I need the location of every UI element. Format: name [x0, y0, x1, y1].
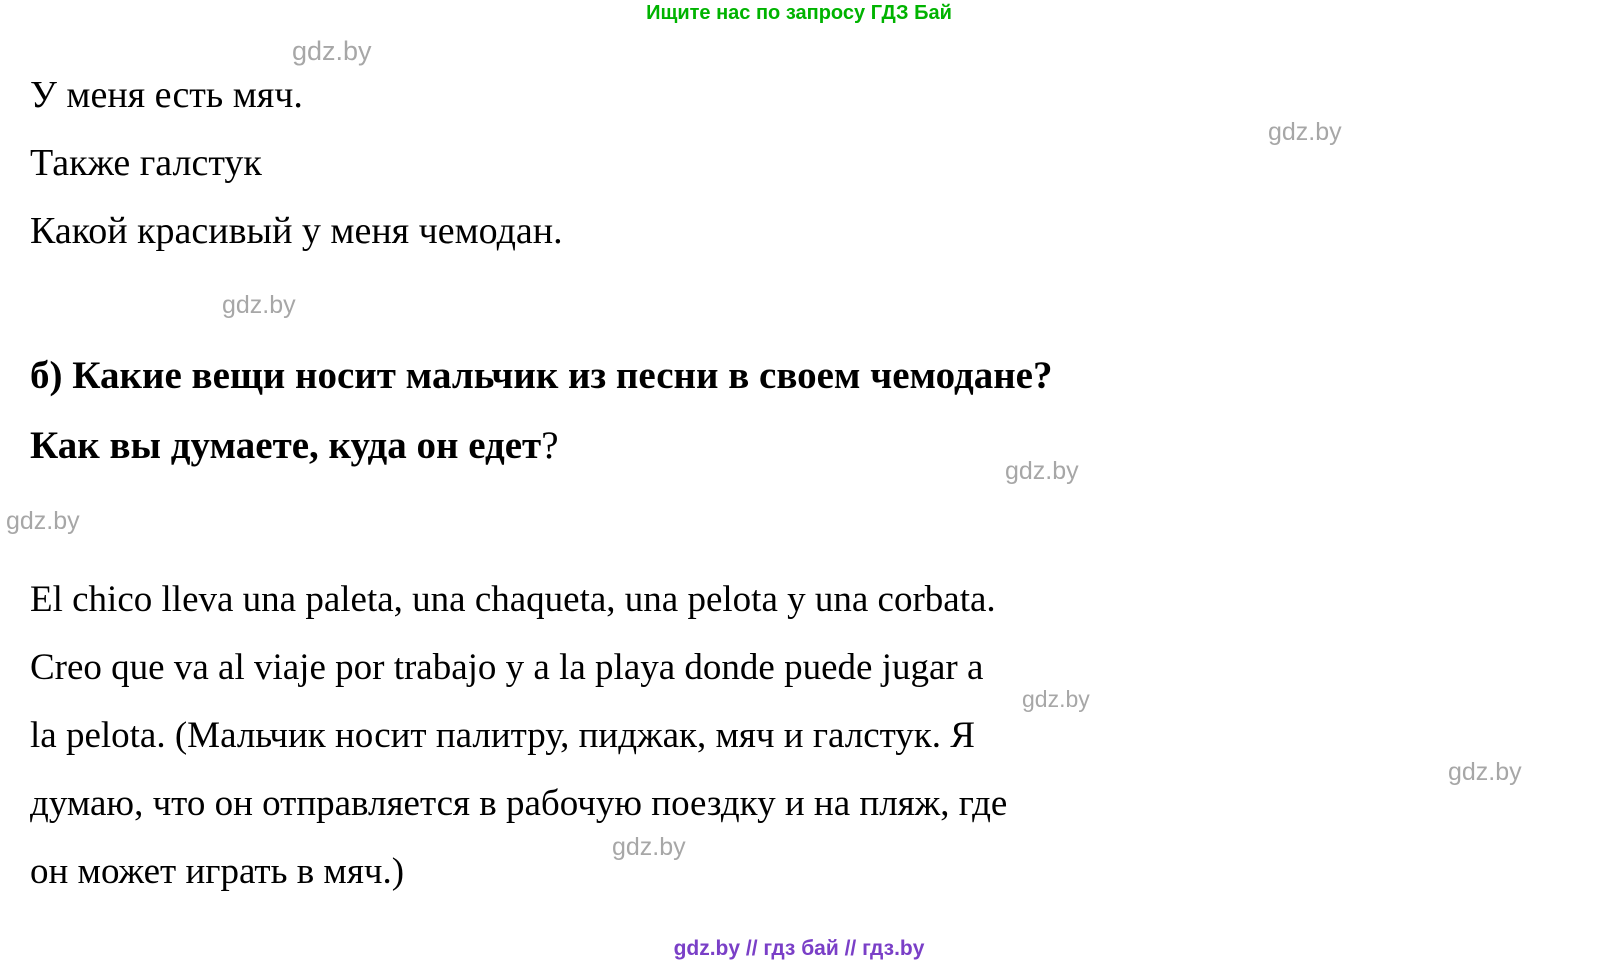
watermark-gdz-5: gdz.by	[6, 507, 80, 535]
translation-line-2: Также галстук	[30, 142, 262, 184]
question-line-2	[30, 423, 559, 468]
watermark-gdz-6: gdz.by	[1022, 686, 1090, 712]
watermark-top-banner: Ищите нас по запросу ГДЗ Бай	[646, 2, 952, 24]
watermark-gdz-8: gdz.by	[612, 833, 686, 861]
answer-line-3: la pelota. (Мальчик носит палитру, пиджак, мяч и галстук. Я	[30, 715, 975, 756]
answer-line-1: El chico lleva una paleta, una chaqueta, una pelota y una corbata.	[30, 579, 996, 620]
watermark-gdz-3: gdz.by	[222, 291, 296, 319]
answer-paragraph	[30, 566, 1570, 906]
answer-line-2: Creo que va al viaje por trabajo y a la playa donde puede jugar a	[30, 647, 984, 688]
watermark-gdz-2: gdz.by	[1268, 118, 1342, 146]
question-line-1: б) Какие вещи носит мальчик из песни в своем чемодане?	[30, 354, 1053, 397]
answer-line-4: думаю, что он отправляется в рабочую поездку и на пляж, где	[30, 783, 1008, 824]
watermark-gdz-1: gdz.by	[292, 36, 372, 66]
watermark-gdz-7: gdz.by	[1448, 758, 1522, 786]
question-line-2-bold: Как вы думаете, куда он едет	[30, 424, 542, 467]
question-line-2-tail: ?	[541, 424, 559, 467]
watermark-footer: gdz.by // гдз бай // гдз.by	[673, 937, 925, 960]
answer-line-5: он может играть в мяч.)	[30, 851, 405, 892]
translation-line-1: У меня есть мяч.	[30, 74, 303, 116]
translation-line-3: Какой красивый у меня чемодан.	[30, 210, 563, 252]
watermark-gdz-4: gdz.by	[1005, 457, 1079, 485]
